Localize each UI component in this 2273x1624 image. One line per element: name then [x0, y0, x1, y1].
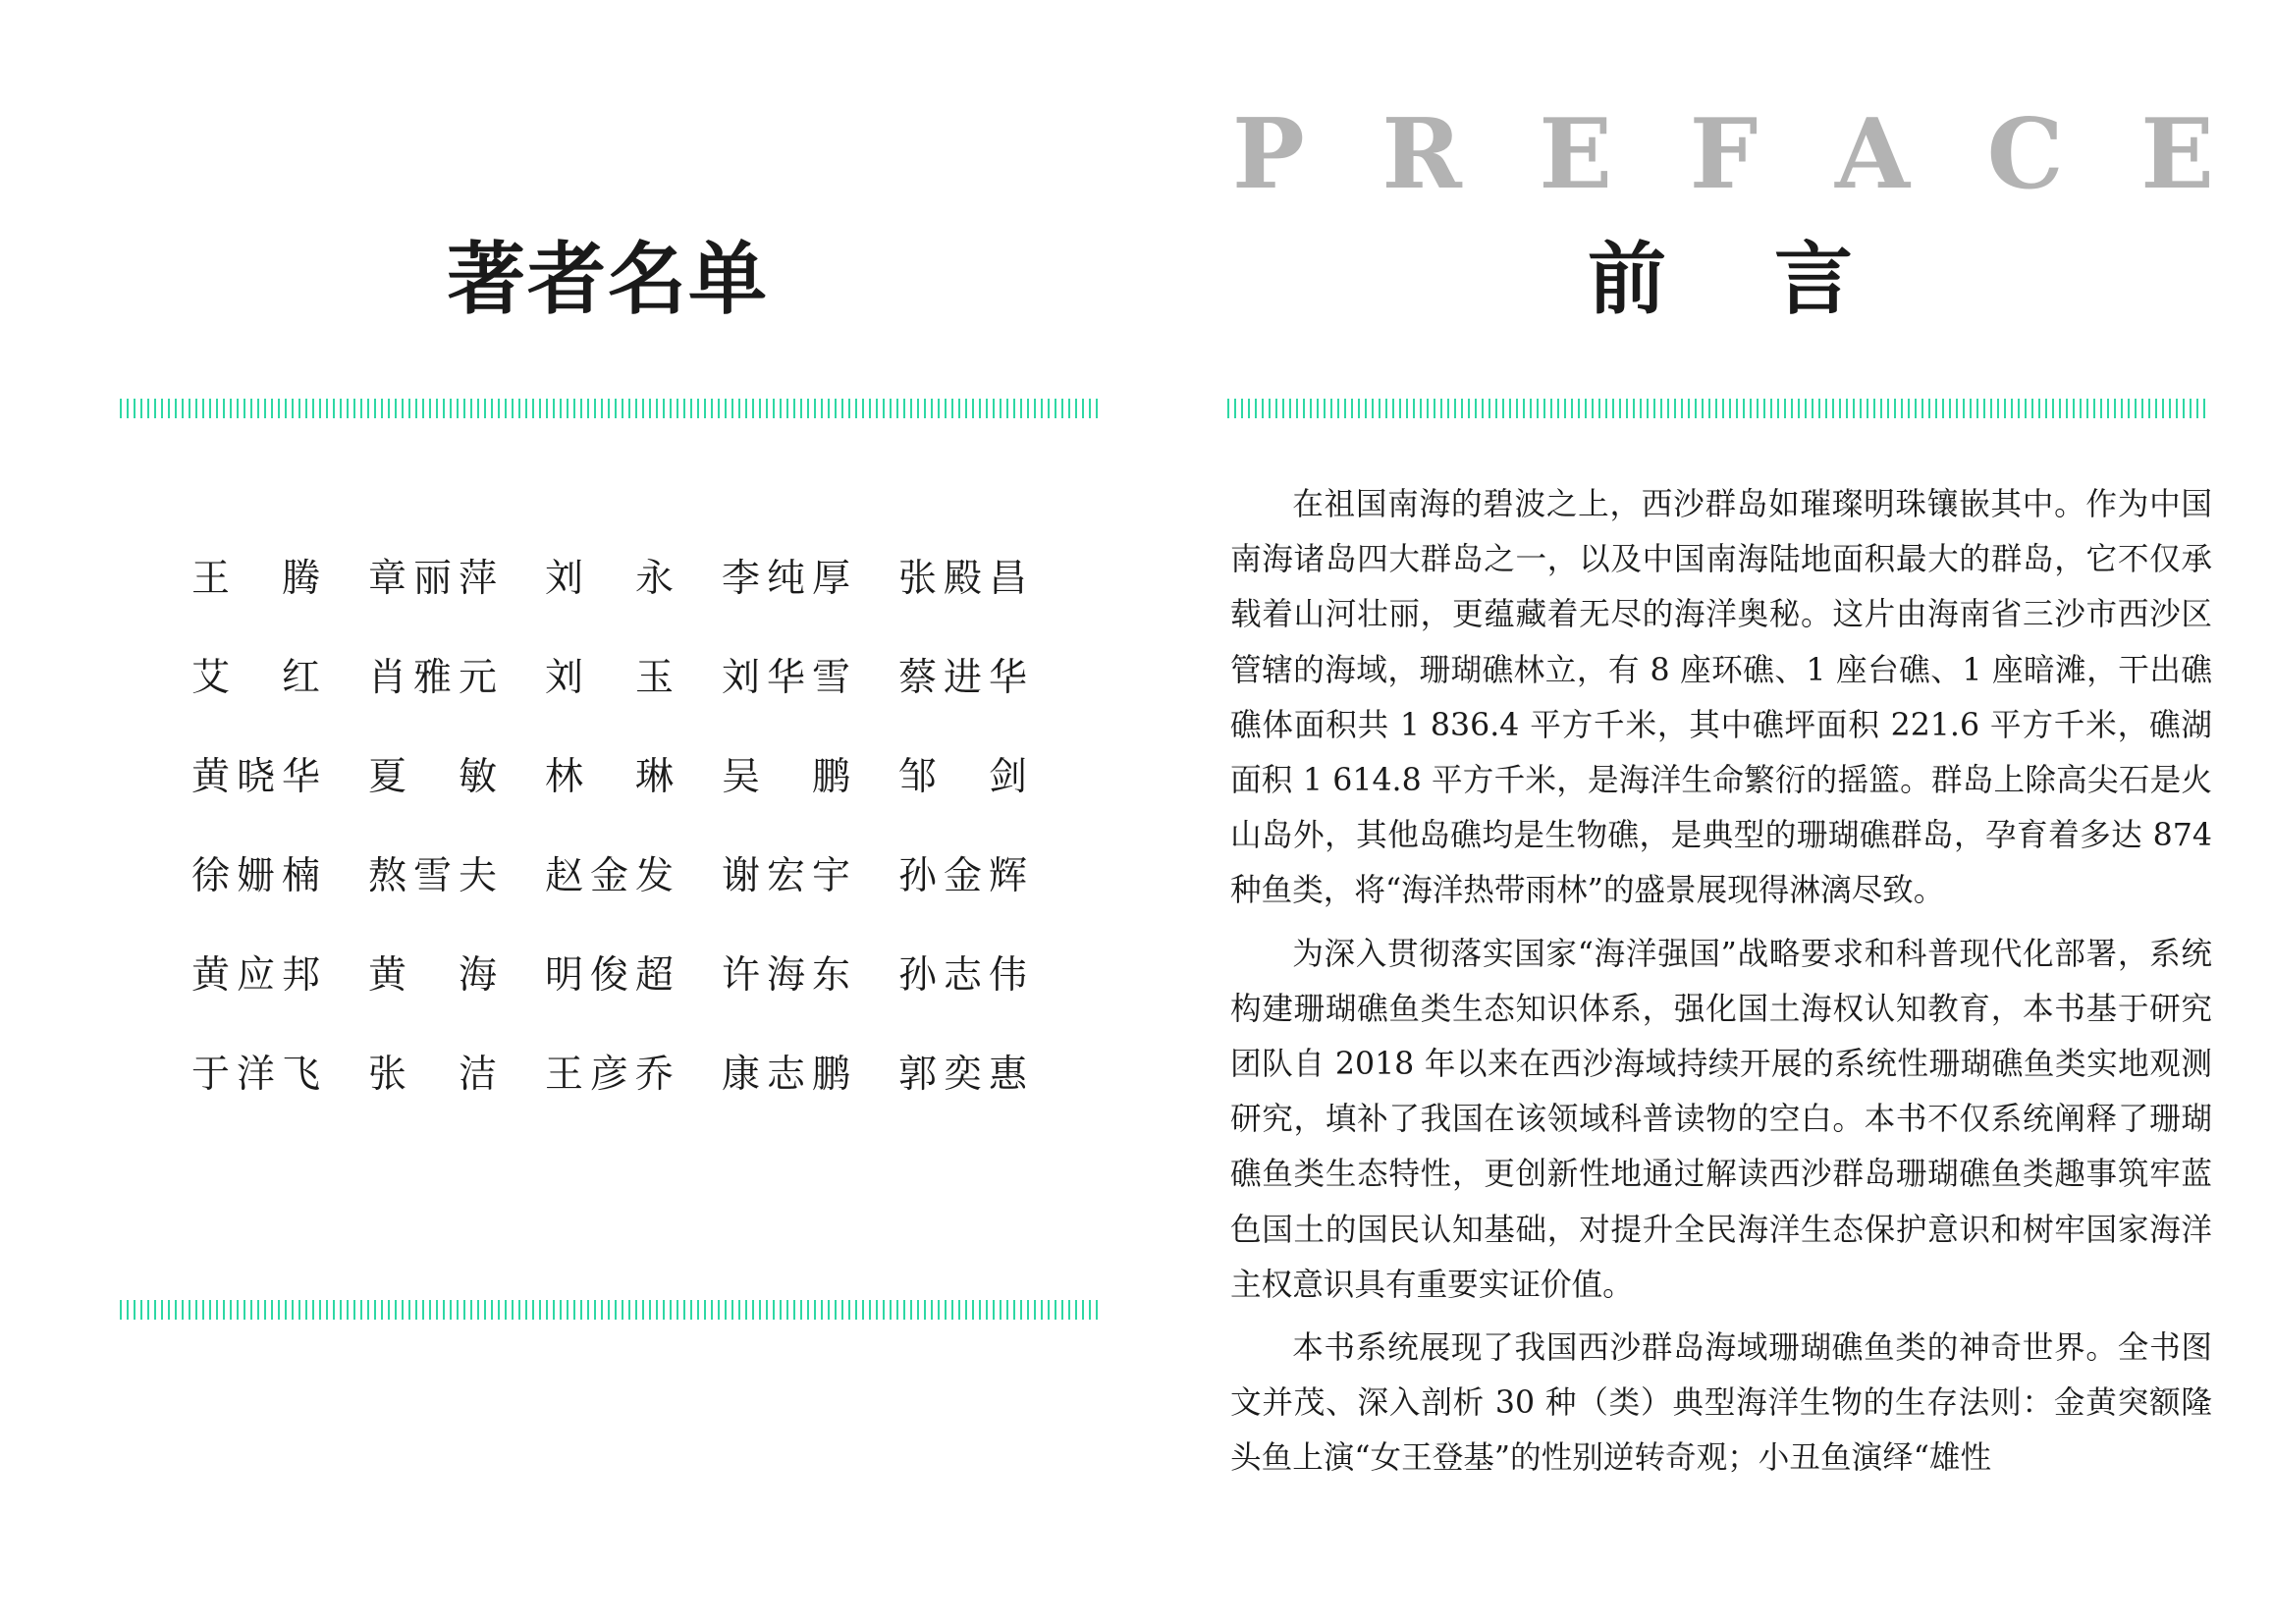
author-name-char: 刘: [722, 656, 761, 700]
author-name-char: 昌: [988, 557, 1027, 601]
author-name: [191, 942, 320, 1041]
author-name-char: 东: [811, 953, 850, 998]
author-name: [368, 842, 497, 942]
author-name-char: 康: [722, 1053, 761, 1097]
author-name-char: 惠: [988, 1053, 1027, 1097]
author-name-char: 张: [898, 557, 938, 601]
author-name: [722, 644, 850, 743]
author-name-char: 俊: [589, 953, 628, 998]
author-name-char: 玉: [634, 656, 674, 700]
author-name-char: 肖: [368, 656, 407, 700]
preface-letter: F: [1689, 98, 1759, 211]
author-name: [722, 942, 850, 1041]
author-name: [368, 743, 497, 842]
author-name: [545, 842, 674, 942]
author-name-char: 飞: [281, 1053, 320, 1097]
author-name-char: 林: [545, 755, 584, 799]
author-name: [545, 743, 674, 842]
author-name: [545, 1041, 674, 1140]
author-name-char: 海: [458, 953, 497, 998]
preface-paragraph: 在祖国南海的碧波之上，西沙群岛如璀璨明珠镶嵌其中。作为中国南海诸岛四大群岛之一，以及中国南海陆地面积最大的群岛，它不仅承载着山河壮丽，更蕴藏着无尽的海洋奥秘。这片由海南省三沙市西沙区管辖的海域，珊瑚礁林立，有 8 座环礁、1 座台礁、1 座暗滩，干出礁礁体面积共 1 836.4 平方千米，其中礁坪面积 221.6 平方千米，礁湖面积 1 614.8 平方千米，是海洋生命繁衍的摇篮。群岛上除高尖石是火山岛外，其他岛礁均是生物礁，是典型的珊瑚礁群岛，孕育着多达 874 种鱼类，将“海洋热带雨林”的盛景展现得淋漓尽致。: [1230, 487, 2212, 909]
preface-paragraph: 本书系统展现了我国西沙群岛海域珊瑚礁鱼类的神奇世界。全书图文并茂、深入剖析 30 种（类）典型海洋生物的生存法则：金黄突额隆头鱼上演“女王登基”的性别逆转奇观；小丑鱼演绎“雄性: [1230, 1330, 2212, 1477]
author-name-char: 张: [368, 1053, 407, 1097]
author-name-char: 许: [722, 953, 761, 998]
author-name-char: 黄: [191, 755, 231, 799]
author-name-char: 应: [236, 953, 275, 998]
author-name-char: 华: [988, 656, 1027, 700]
author-name-char: 于: [191, 1053, 231, 1097]
author-name-char: 腾: [281, 557, 320, 601]
preface-title: 前言: [1588, 234, 1961, 325]
author-name: [545, 545, 674, 644]
author-name: [898, 1041, 1027, 1140]
author-name-char: 宇: [811, 854, 850, 898]
author-name-char: 章: [368, 557, 407, 601]
decorative-stripe-top: [120, 399, 1102, 418]
author-name-char: 厚: [811, 557, 850, 601]
decorative-stripe-bottom: [120, 1300, 1102, 1320]
author-name: [545, 942, 674, 1041]
author-name-char: 金: [943, 854, 982, 898]
preface-body: [1230, 477, 2212, 1494]
author-name-char: 辉: [988, 854, 1027, 898]
author-name: [368, 942, 497, 1041]
authors-list-title: 著者名单: [447, 234, 769, 325]
author-name-char: 蔡: [898, 656, 938, 700]
author-name-char: 谢: [722, 854, 761, 898]
author-name-char: 吴: [722, 755, 761, 799]
author-name-char: 奕: [943, 1053, 982, 1097]
preface-paragraph: 为深入贯彻落实国家“海洋强国”战略要求和科普现代化部署，系统构建珊瑚礁鱼类生态知识体系，强化国土海权认知教育，本书基于研究团队自 2018 年以来在西沙海域持续开展的系统性珊瑚礁鱼类实地观测研究，填补了我国在该领域科普读物的空白。本书不仅系统阐释了珊瑚礁鱼类生态特性，更创新性地通过解读西沙群岛珊瑚礁鱼类趣事筑牢蓝色国土的国民认知基础，对提升全民海洋生态保护意识和树牢国家海洋主权意识具有重要实证价值。: [1230, 936, 2212, 1303]
author-name: [898, 545, 1027, 644]
author-name-char: 红: [281, 656, 320, 700]
author-name-char: 熬: [368, 854, 407, 898]
author-name-char: 赵: [545, 854, 584, 898]
author-name-char: 鹏: [811, 755, 850, 799]
left-page: [0, 0, 1136, 1624]
authors-grid: [191, 545, 1027, 1140]
author-name-char: 雅: [412, 656, 452, 700]
author-name-char: 孙: [898, 854, 938, 898]
author-name: [722, 842, 850, 942]
author-name-char: 艾: [191, 656, 231, 700]
author-name-char: 李: [722, 557, 761, 601]
author-name-char: 金: [589, 854, 628, 898]
author-name-char: 华: [766, 656, 805, 700]
author-name-char: 鹏: [811, 1053, 850, 1097]
author-name-char: 彦: [589, 1053, 628, 1097]
author-name-char: 敏: [458, 755, 497, 799]
author-name-char: 郭: [898, 1053, 938, 1097]
author-name-char: 王: [191, 557, 231, 601]
author-name-char: 萍: [458, 557, 497, 601]
author-name: [898, 644, 1027, 743]
author-name-char: 丽: [412, 557, 452, 601]
author-name-char: 志: [766, 1053, 805, 1097]
author-name-char: 姗: [236, 854, 275, 898]
preface-letter: A: [1834, 98, 1910, 211]
author-name: [191, 842, 320, 942]
author-name-char: 雪: [811, 656, 850, 700]
author-name-char: 孙: [898, 953, 938, 998]
author-name-char: 楠: [281, 854, 320, 898]
author-name-char: 徐: [191, 854, 231, 898]
preface-letter: E: [1539, 98, 1613, 211]
preface-letter: E: [2140, 98, 2214, 211]
author-name: [722, 545, 850, 644]
author-name-char: 王: [545, 1053, 584, 1097]
author-name-char: 殿: [943, 557, 982, 601]
preface-header-word: [1232, 98, 2214, 211]
right-page: [1136, 0, 2273, 1624]
author-name: [191, 1041, 320, 1140]
author-name-char: 进: [943, 656, 982, 700]
author-name-char: 夏: [368, 755, 407, 799]
author-name: [545, 644, 674, 743]
author-name-char: 海: [766, 953, 805, 998]
author-name: [368, 545, 497, 644]
preface-letter: R: [1381, 98, 1462, 211]
author-name-char: 黄: [368, 953, 407, 998]
author-name-char: 邹: [898, 755, 938, 799]
author-name-char: 雪: [412, 854, 452, 898]
author-name-char: 洁: [458, 1053, 497, 1097]
author-name: [898, 743, 1027, 842]
author-name: [368, 1041, 497, 1140]
author-name-char: 邦: [281, 953, 320, 998]
author-name-char: 洋: [236, 1053, 275, 1097]
author-name: [722, 743, 850, 842]
author-name-char: 宏: [766, 854, 805, 898]
author-name-char: 明: [545, 953, 584, 998]
author-name-char: 晓: [236, 755, 275, 799]
author-name-char: 伟: [988, 953, 1027, 998]
author-name-char: 黄: [191, 953, 231, 998]
author-name: [898, 842, 1027, 942]
author-name: [191, 545, 320, 644]
author-name-char: 志: [943, 953, 982, 998]
author-name-char: 永: [634, 557, 674, 601]
author-name-char: 刘: [545, 656, 584, 700]
author-name-char: 乔: [634, 1053, 674, 1097]
preface-letter: P: [1232, 98, 1305, 211]
author-name-char: 刘: [545, 557, 584, 601]
author-name-char: 元: [458, 656, 497, 700]
author-name-char: 华: [281, 755, 320, 799]
author-name-char: 纯: [766, 557, 805, 601]
author-name-char: 剑: [988, 755, 1027, 799]
author-name: [898, 942, 1027, 1041]
author-name: [191, 644, 320, 743]
author-name-char: 发: [634, 854, 674, 898]
author-name: [368, 644, 497, 743]
author-name-char: 夫: [458, 854, 497, 898]
author-name-char: 琳: [634, 755, 674, 799]
author-name: [722, 1041, 850, 1140]
author-name: [191, 743, 320, 842]
preface-letter: C: [1986, 98, 2064, 211]
author-name-char: 超: [634, 953, 674, 998]
decorative-stripe-preface: [1227, 399, 2209, 418]
